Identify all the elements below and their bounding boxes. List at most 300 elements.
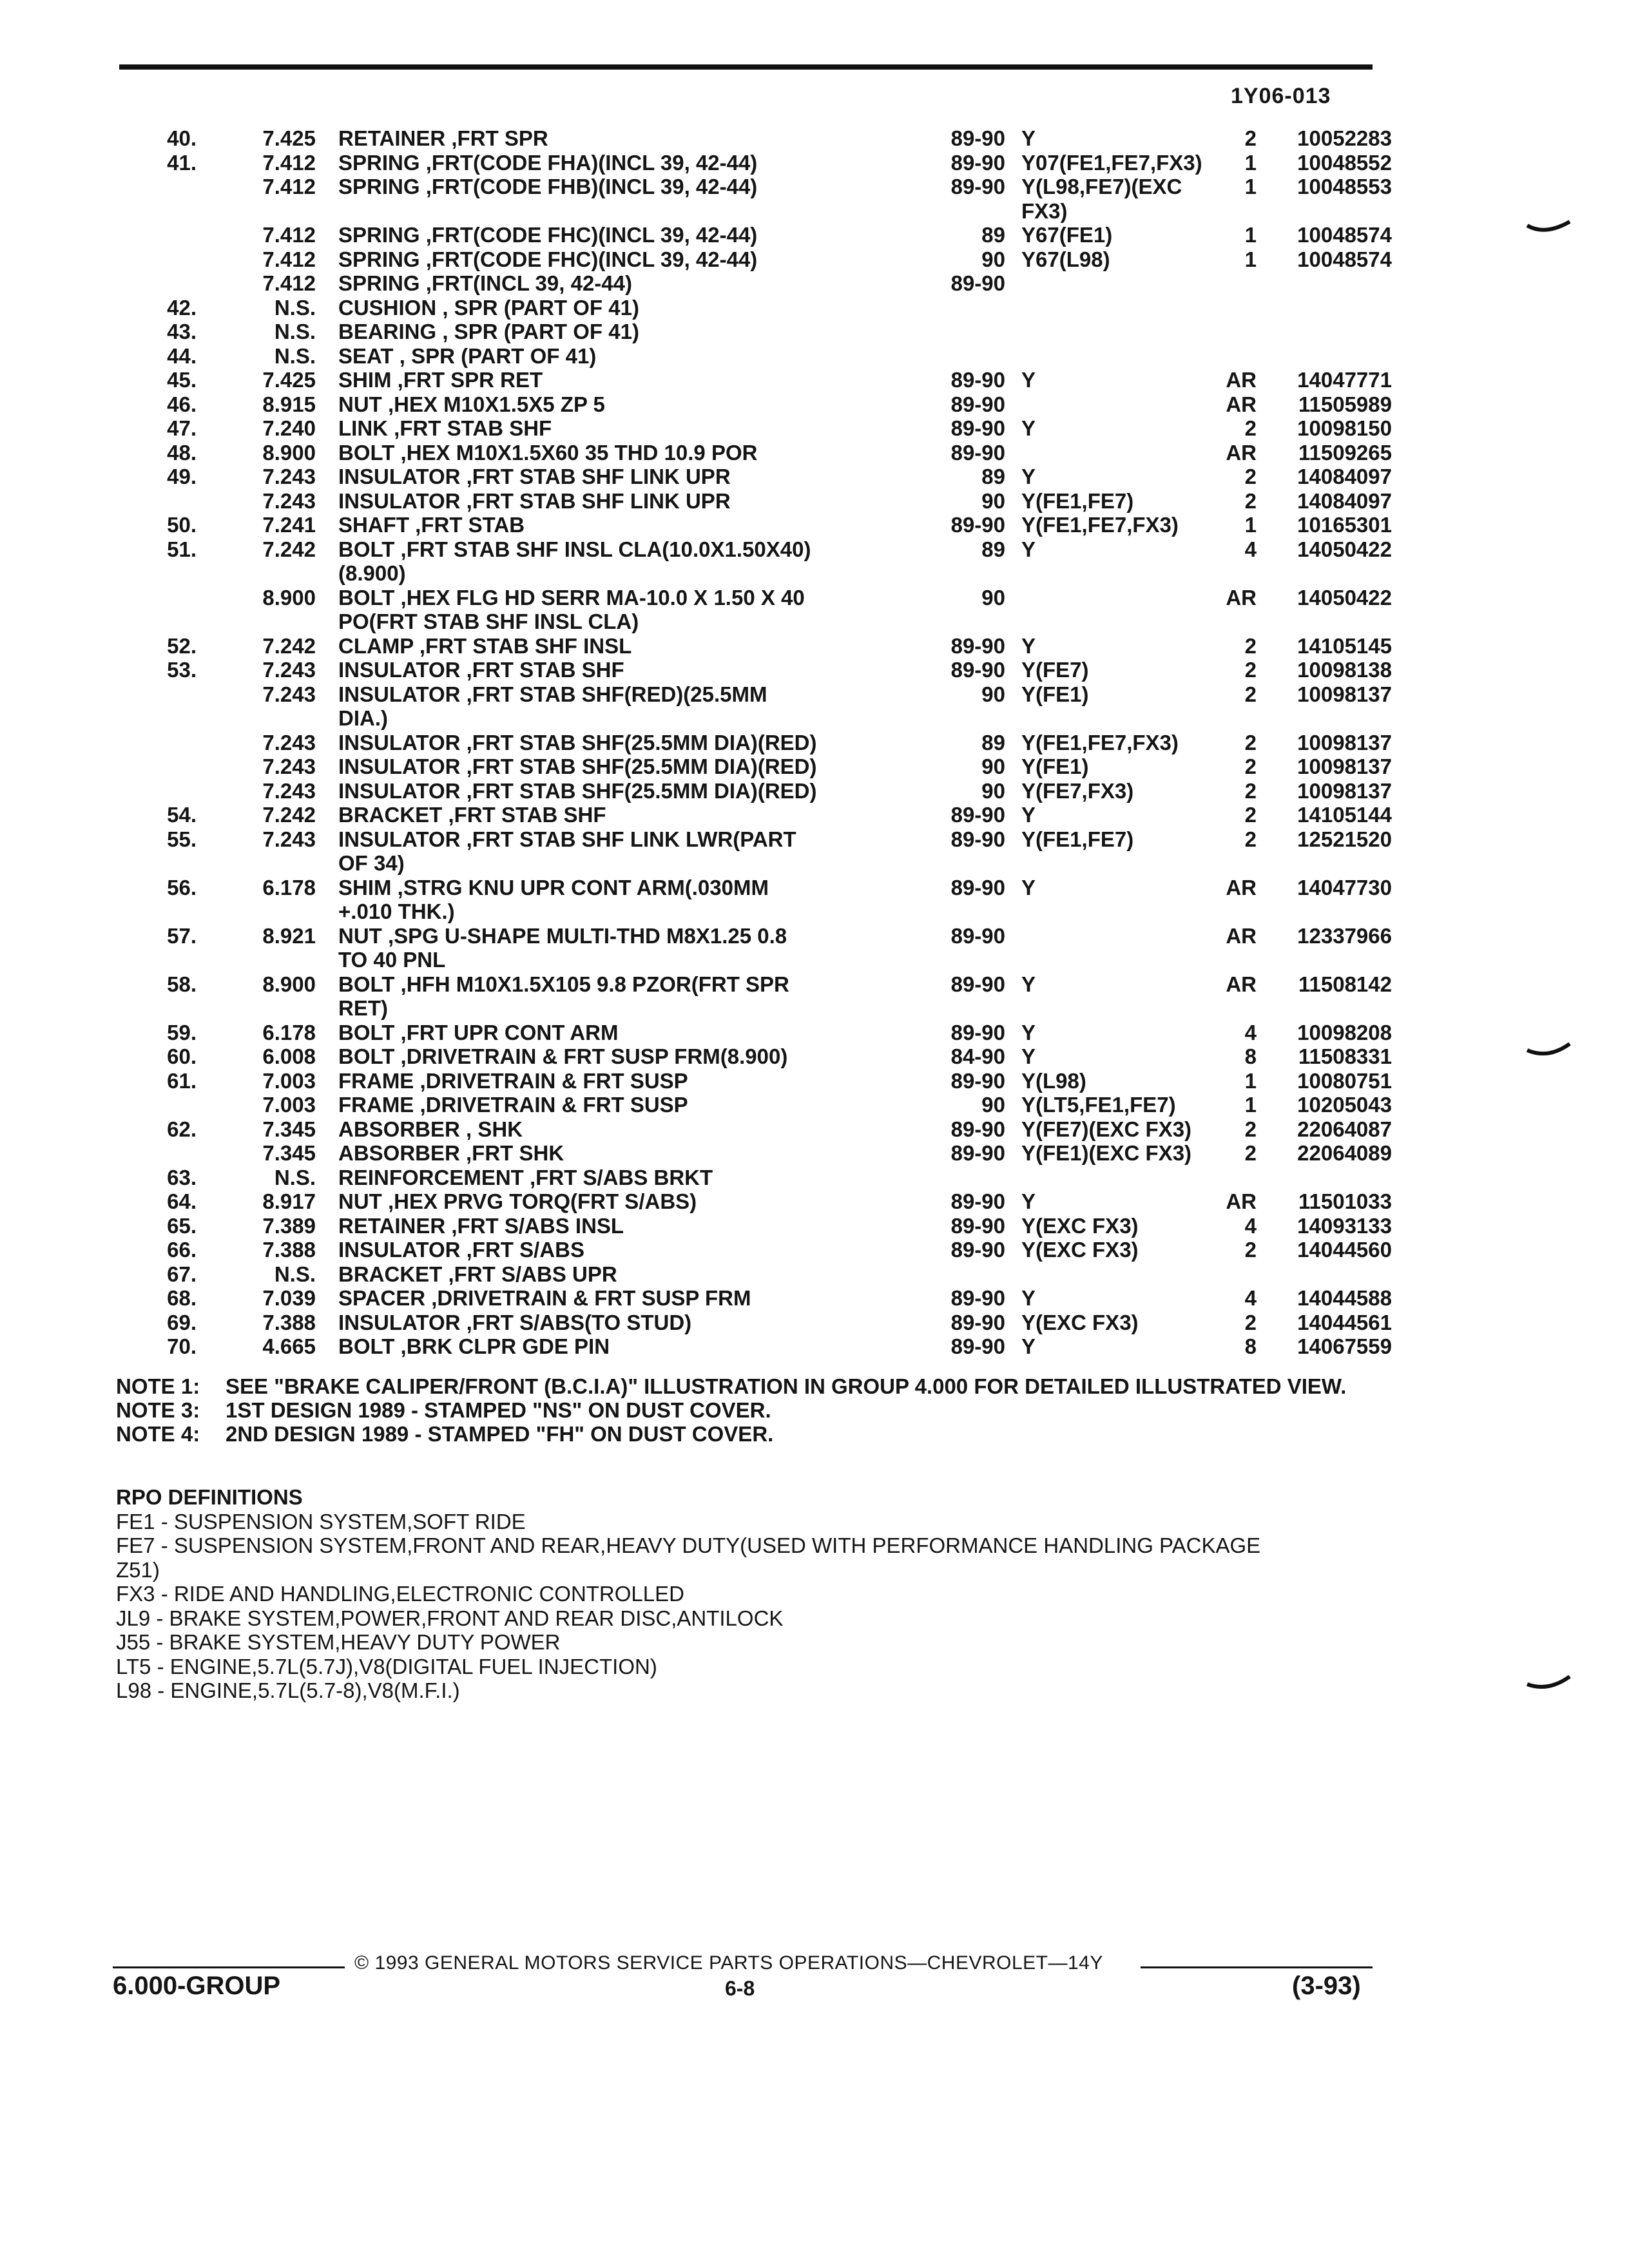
group-number: N.S. <box>274 343 316 368</box>
group-number: 7.240 <box>262 416 316 440</box>
group-number: 8.917 <box>262 1189 316 1213</box>
model-year: 89-90 <box>950 658 1005 682</box>
part-description: INSULATOR ,FRT STAB SHF(25.5MM DIA)(RED) <box>338 754 817 778</box>
note-text: 2ND DESIGN 1989 - STAMPED "FH" ON DUST COVER. <box>226 1422 774 1446</box>
part-description: SHAFT ,FRT STAB <box>338 513 525 537</box>
part-row <box>148 1141 1392 1166</box>
footer-date: (3-93) <box>1292 1972 1361 2000</box>
quantity: 2 <box>1244 827 1257 851</box>
model-year: 89-90 <box>950 1213 1005 1238</box>
part-description: ABSORBER , SHK <box>338 1117 523 1141</box>
item-number: 42. <box>167 295 197 320</box>
note-label: NOTE 3: <box>116 1398 200 1422</box>
part-row <box>148 875 1392 900</box>
model-year: 90 <box>981 585 1005 610</box>
part-number: 22064089 <box>1297 1141 1392 1165</box>
part-description: DIA.) <box>338 706 388 730</box>
part-description: INSULATOR ,FRT STAB SHF(25.5MM DIA)(RED) <box>338 730 817 754</box>
part-row <box>148 610 1385 634</box>
quantity: 2 <box>1244 754 1257 778</box>
part-description: BRACKET ,FRT S/ABS UPR <box>338 1262 617 1286</box>
part-description: SPRING ,FRT(CODE FHB)(INCL 39, 42-44) <box>338 175 758 198</box>
part-row <box>148 223 1392 247</box>
part-number: 14044561 <box>1297 1310 1392 1334</box>
part-number: 10098137 <box>1297 730 1392 754</box>
quantity: 2 <box>1244 633 1257 658</box>
part-description: (8.900) <box>338 561 406 585</box>
group-number: 7.243 <box>262 682 316 706</box>
part-number: 10098137 <box>1297 778 1392 803</box>
part-number: 14105144 <box>1297 803 1392 827</box>
part-number: 10080751 <box>1297 1068 1392 1093</box>
quantity: 4 <box>1244 1020 1257 1044</box>
quantity: AR <box>1226 440 1257 465</box>
model-year: 89-90 <box>950 440 1005 465</box>
note-label: NOTE 1: <box>116 1374 200 1398</box>
group-number: 6.008 <box>262 1044 316 1068</box>
part-number: 14047771 <box>1297 368 1392 392</box>
group-number: 7.345 <box>262 1117 316 1141</box>
part-number: 14067559 <box>1297 1334 1392 1358</box>
check-mark-icon <box>1526 219 1571 238</box>
model-year: 89-90 <box>950 1141 1005 1165</box>
group-number: 6.178 <box>262 875 316 899</box>
part-number: 10048552 <box>1297 150 1392 175</box>
part-description: TO 40 PNL <box>338 948 446 972</box>
part-description: BOLT ,FRT UPR CONT ARM <box>338 1020 619 1044</box>
footer-group: 6.000-GROUP <box>113 1972 281 2000</box>
part-row <box>148 1213 1392 1238</box>
part-number: 14105145 <box>1297 633 1392 658</box>
part-row <box>148 754 1392 779</box>
quantity: 2 <box>1244 1238 1257 1262</box>
part-number: 14044588 <box>1297 1286 1392 1310</box>
part-description: SPACER ,DRIVETRAIN & FRT SUSP FRM <box>338 1286 751 1310</box>
group-number: 7.242 <box>262 803 316 827</box>
part-description: RET) <box>338 996 388 1020</box>
part-description: SPRING ,FRT(INCL 39, 42-44) <box>338 271 632 295</box>
rpo-definition: Z51) <box>116 1557 160 1582</box>
item-number: 68. <box>167 1286 197 1310</box>
part-row <box>148 416 1392 441</box>
group-number: 7.425 <box>262 368 316 392</box>
model-year: 90 <box>981 247 1005 271</box>
usage-code: Y(FE1,FE7) <box>1021 827 1134 851</box>
quantity: 4 <box>1244 1213 1257 1238</box>
group-number: 7.003 <box>262 1068 316 1093</box>
group-number: 7.003 <box>262 1093 316 1117</box>
page-footer <box>113 1952 1376 2030</box>
quantity: 2 <box>1244 730 1257 754</box>
part-number: 14044560 <box>1297 1238 1392 1262</box>
usage-code: Y67(L98) <box>1021 247 1110 271</box>
usage-code: Y <box>1021 1334 1036 1358</box>
part-row <box>148 1286 1392 1311</box>
part-description: SPRING ,FRT(CODE FHC)(INCL 39, 42-44) <box>338 223 758 247</box>
item-number: 64. <box>167 1189 197 1213</box>
rpo-definition: FE7 - SUSPENSION SYSTEM,FRONT AND REAR,HEAVY DUTY(USED WITH PERFORMANCE HANDLING PACKAGE <box>116 1533 1261 1557</box>
item-number: 51. <box>167 537 197 561</box>
part-row <box>148 488 1392 514</box>
part-row <box>148 320 1385 344</box>
group-number: N.S. <box>274 1262 316 1286</box>
group-number: 7.388 <box>262 1238 316 1262</box>
model-year: 90 <box>981 488 1005 513</box>
quantity: AR <box>1226 1189 1257 1213</box>
quantity: 1 <box>1244 175 1257 198</box>
model-year: 89-90 <box>950 972 1005 996</box>
part-row <box>148 1044 1392 1069</box>
group-number: 8.900 <box>262 440 316 465</box>
rpo-definition: JL9 - BRAKE SYSTEM,POWER,FRONT AND REAR DISC,ANTILOCK <box>116 1606 784 1630</box>
part-row <box>148 344 1385 369</box>
part-row <box>148 730 1392 755</box>
group-number: 8.915 <box>262 392 316 416</box>
part-row <box>148 1334 1392 1359</box>
item-number: 58. <box>167 972 197 996</box>
part-row <box>148 972 1392 997</box>
part-description: INSULATOR ,FRT S/ABS <box>338 1238 584 1262</box>
part-description: SHIM ,FRT SPR RET <box>338 368 543 392</box>
item-number: 67. <box>167 1262 197 1286</box>
part-number: 14093133 <box>1297 1213 1392 1238</box>
item-number: 60. <box>167 1044 197 1068</box>
part-row <box>148 465 1392 489</box>
quantity: 8 <box>1244 1334 1257 1358</box>
part-row <box>148 440 1392 465</box>
quantity: 2 <box>1244 488 1257 513</box>
model-year: 89-90 <box>950 827 1005 851</box>
part-row <box>148 585 1392 610</box>
footer-copyright: © 1993 GENERAL MOTORS SERVICE PARTS OPERATIONS—CHEVROLET—14Y <box>354 1952 1103 1974</box>
usage-code: Y <box>1021 972 1036 996</box>
part-description: NUT ,SPG U-SHAPE MULTI-THD M8X1.25 0.8 <box>338 923 787 948</box>
rpo-definition: J55 - BRAKE SYSTEM,HEAVY DUTY POWER <box>116 1630 561 1654</box>
part-number: 10098150 <box>1297 416 1392 440</box>
usage-code: Y(EXC FX3) <box>1021 1238 1139 1262</box>
item-number: 43. <box>167 320 197 343</box>
group-number: 6.178 <box>262 1020 316 1044</box>
group-number: 8.921 <box>262 923 316 948</box>
usage-code: Y <box>1021 875 1036 899</box>
part-row <box>148 368 1392 392</box>
part-description: INSULATOR ,FRT S/ABS(TO STUD) <box>338 1310 692 1334</box>
quantity: 1 <box>1244 1093 1257 1117</box>
model-year: 89 <box>981 730 1005 754</box>
rpo-definitions <box>116 1485 1379 1703</box>
part-description: FRAME ,DRIVETRAIN & FRT SUSP <box>338 1093 688 1117</box>
part-number: 11505989 <box>1298 392 1392 416</box>
rpo-definition: L98 - ENGINE,5.7L(5.7-8),V8(M.F.I.) <box>116 1678 460 1702</box>
note-text: 1ST DESIGN 1989 - STAMPED "NS" ON DUST COVER. <box>226 1398 771 1422</box>
part-row <box>148 126 1392 151</box>
part-row <box>148 247 1392 272</box>
part-row <box>148 803 1392 827</box>
model-year: 84-90 <box>950 1044 1005 1068</box>
model-year: 89-90 <box>950 513 1005 537</box>
part-number: 14047730 <box>1297 875 1392 899</box>
part-description: SHIM ,STRG KNU UPR CONT ARM(.030MM <box>338 875 769 899</box>
group-number: 8.900 <box>262 585 316 610</box>
model-year: 89-90 <box>950 1189 1005 1213</box>
footer-page-number: 6-8 <box>725 1977 755 2000</box>
quantity: AR <box>1226 972 1257 996</box>
part-description: NUT ,HEX M10X1.5X5 ZP 5 <box>338 392 605 416</box>
item-number: 59. <box>167 1020 197 1044</box>
usage-code: Y(FE1) <box>1021 682 1089 706</box>
usage-code: Y <box>1021 1286 1036 1310</box>
quantity: 2 <box>1244 1141 1257 1165</box>
part-number: 14084097 <box>1297 488 1392 513</box>
item-number: 52. <box>167 633 197 658</box>
item-number: 61. <box>167 1068 197 1093</box>
quantity: 1 <box>1244 1068 1257 1093</box>
check-mark-icon <box>1526 1043 1571 1062</box>
quantity: AR <box>1226 368 1257 392</box>
usage-code: Y(EXC FX3) <box>1021 1213 1139 1238</box>
part-row <box>148 1189 1392 1214</box>
part-description: BOLT ,HEX M10X1.5X60 35 THD 10.9 POR <box>338 440 758 465</box>
part-row <box>148 778 1392 803</box>
note <box>116 1374 1379 1398</box>
group-number: 7.243 <box>262 754 316 778</box>
item-number: 49. <box>167 465 197 488</box>
usage-code: Y(FE1,FE7,FX3) <box>1021 730 1179 754</box>
top-rule <box>119 64 1373 70</box>
part-description: CUSHION , SPR (PART OF 41) <box>338 295 639 320</box>
part-row <box>148 1262 1385 1287</box>
part-description: OF 34) <box>338 851 405 875</box>
item-number: 41. <box>167 150 197 175</box>
part-number: 10205043 <box>1297 1093 1392 1117</box>
item-number: 40. <box>167 126 197 150</box>
usage-code: Y(FE1) <box>1021 754 1089 778</box>
part-description: RETAINER ,FRT SPR <box>338 126 548 150</box>
part-number: 10165301 <box>1297 513 1392 537</box>
quantity: 2 <box>1244 126 1257 150</box>
part-number: 10052283 <box>1297 126 1392 150</box>
quantity: AR <box>1226 392 1257 416</box>
part-description: FRAME ,DRIVETRAIN & FRT SUSP <box>338 1068 688 1093</box>
part-number: 11501033 <box>1298 1189 1392 1213</box>
item-number: 48. <box>167 440 197 465</box>
part-row <box>148 827 1392 852</box>
quantity: 2 <box>1244 1117 1257 1141</box>
usage-code: Y <box>1021 416 1036 440</box>
page-code: 1Y06-013 <box>1231 84 1331 108</box>
part-description: INSULATOR ,FRT STAB SHF(RED)(25.5MM <box>338 682 767 706</box>
item-number: 44. <box>167 343 197 368</box>
part-description: BEARING , SPR (PART OF 41) <box>338 320 639 343</box>
part-row <box>148 1310 1392 1335</box>
quantity: 2 <box>1244 416 1257 440</box>
part-row <box>148 706 1385 731</box>
group-number: 7.243 <box>262 778 316 803</box>
usage-code: Y(L98) <box>1021 1068 1086 1093</box>
note-label: NOTE 4: <box>116 1422 200 1446</box>
usage-code: Y(FE7) <box>1021 658 1089 682</box>
part-description: INSULATOR ,FRT STAB SHF LINK LWR(PART <box>338 827 796 851</box>
part-description: INSULATOR ,FRT STAB SHF LINK UPR <box>338 465 731 488</box>
item-number: 55. <box>167 827 197 851</box>
usage-code: Y(FE7)(EXC FX3) <box>1021 1117 1192 1141</box>
group-number: 7.345 <box>262 1141 316 1165</box>
part-description: BOLT ,HFH M10X1.5X105 9.8 PZOR(FRT SPR <box>338 972 789 996</box>
usage-code: Y(LT5,FE1,FE7) <box>1021 1093 1176 1117</box>
usage-code: Y <box>1021 368 1036 392</box>
usage-code: Y(FE7,FX3) <box>1021 778 1134 803</box>
usage-code: Y(L98,FE7)(EXC <box>1021 175 1182 198</box>
group-number: 7.243 <box>262 465 316 488</box>
model-year: 89-90 <box>950 175 1005 198</box>
part-description: REINFORCEMENT ,FRT S/ABS BRKT <box>338 1165 713 1189</box>
usage-code: Y <box>1021 803 1036 827</box>
item-number: 54. <box>167 803 197 827</box>
model-year: 89-90 <box>950 1020 1005 1044</box>
part-row <box>148 1238 1392 1262</box>
item-number: 65. <box>167 1213 197 1238</box>
model-year: 89 <box>981 223 1005 247</box>
part-description: PO(FRT STAB SHF INSL CLA) <box>338 610 639 633</box>
usage-code: Y(EXC FX3) <box>1021 1310 1139 1334</box>
group-number: 7.412 <box>262 175 316 198</box>
part-description: +.010 THK.) <box>338 899 455 923</box>
quantity: 4 <box>1244 1286 1257 1310</box>
model-year: 89-90 <box>950 633 1005 658</box>
group-number: 7.412 <box>262 223 316 247</box>
footer-rule-right <box>1141 1966 1373 1968</box>
part-row <box>148 296 1385 320</box>
group-number: 7.412 <box>262 247 316 271</box>
model-year: 90 <box>981 682 1005 706</box>
part-description: CLAMP ,FRT STAB SHF INSL <box>338 633 632 658</box>
item-number: 70. <box>167 1334 197 1358</box>
part-description: LINK ,FRT STAB SHF <box>338 416 552 440</box>
part-description: SPRING ,FRT(CODE FHA)(INCL 39, 42-44) <box>338 150 758 175</box>
part-description: ABSORBER ,FRT SHK <box>338 1141 564 1165</box>
model-year: 89-90 <box>950 271 1005 295</box>
part-number: 10098138 <box>1297 658 1392 682</box>
item-number: 66. <box>167 1238 197 1262</box>
quantity: AR <box>1226 875 1257 899</box>
part-description: SEAT , SPR (PART OF 41) <box>338 343 597 368</box>
part-description: BOLT ,HEX FLG HD SERR MA-10.0 X 1.50 X 40 <box>338 585 805 610</box>
model-year: 89-90 <box>950 1334 1005 1358</box>
quantity: 1 <box>1244 150 1257 175</box>
quantity: 8 <box>1244 1044 1257 1068</box>
usage-code: Y67(FE1) <box>1021 223 1113 247</box>
item-number: 63. <box>167 1165 197 1189</box>
part-number: 10098137 <box>1297 682 1392 706</box>
part-description: BOLT ,BRK CLPR GDE PIN <box>338 1334 610 1358</box>
part-row <box>148 513 1392 537</box>
item-number: 53. <box>167 658 197 682</box>
part-description: SPRING ,FRT(CODE FHC)(INCL 39, 42-44) <box>338 247 758 271</box>
group-number: 7.243 <box>262 730 316 754</box>
model-year: 89-90 <box>950 416 1005 440</box>
item-number: 62. <box>167 1117 197 1141</box>
usage-code: Y07(FE1,FE7,FX3) <box>1021 150 1202 175</box>
part-row <box>148 923 1392 948</box>
part-description: BRACKET ,FRT STAB SHF <box>338 803 606 827</box>
usage-code: Y <box>1021 537 1036 561</box>
part-row <box>148 175 1392 199</box>
part-row <box>148 537 1392 562</box>
item-number: 46. <box>167 392 197 416</box>
notes-section <box>116 1374 1379 1446</box>
quantity: 2 <box>1244 682 1257 706</box>
note-text: SEE "BRAKE CALIPER/FRONT (B.C.I.A)" ILLUSTRATION IN GROUP 4.000 FOR DETAILED ILLUSTRATED VIEW. <box>226 1374 1347 1398</box>
usage-code: Y <box>1021 1044 1036 1068</box>
part-number: 10098208 <box>1297 1020 1392 1044</box>
part-number: 11509265 <box>1298 440 1392 465</box>
quantity: 2 <box>1244 465 1257 488</box>
group-number: 7.412 <box>262 271 316 295</box>
part-number: 11508331 <box>1298 1044 1392 1068</box>
part-row <box>148 948 1385 972</box>
part-number: 14050422 <box>1297 537 1392 561</box>
part-number: 14084097 <box>1297 465 1392 488</box>
part-description: INSULATOR ,FRT STAB SHF(25.5MM DIA)(RED) <box>338 778 817 803</box>
group-number: 7.039 <box>262 1286 316 1310</box>
model-year: 89 <box>981 465 1005 488</box>
part-row <box>148 199 1385 224</box>
rpo-definition: FX3 - RIDE AND HANDLING,ELECTRONIC CONTROLLED <box>116 1582 684 1606</box>
usage-code: Y <box>1021 126 1036 150</box>
quantity: AR <box>1226 923 1257 948</box>
model-year: 89-90 <box>950 875 1005 899</box>
part-row <box>148 851 1385 876</box>
quantity: 2 <box>1244 778 1257 803</box>
model-year: 89-90 <box>950 1238 1005 1262</box>
group-number: 7.389 <box>262 1213 316 1238</box>
item-number: 56. <box>167 875 197 899</box>
group-number: 7.425 <box>262 126 316 150</box>
model-year: 89-90 <box>950 150 1005 175</box>
group-number: 7.243 <box>262 658 316 682</box>
quantity: 2 <box>1244 803 1257 827</box>
usage-code: Y <box>1021 1189 1036 1213</box>
usage-code: Y <box>1021 633 1036 658</box>
item-number: 50. <box>167 513 197 537</box>
group-number: 7.243 <box>262 827 316 851</box>
group-number: 8.900 <box>262 972 316 996</box>
usage-code: Y <box>1021 1020 1036 1044</box>
check-mark-icon <box>1526 1675 1571 1695</box>
group-number: N.S. <box>274 1165 316 1189</box>
model-year: 89-90 <box>950 1117 1005 1141</box>
part-number: 12337966 <box>1297 923 1392 948</box>
quantity: 1 <box>1244 513 1257 537</box>
group-number: 7.242 <box>262 633 316 658</box>
part-description: BOLT ,FRT STAB SHF INSL CLA(10.0X1.50X40) <box>338 537 811 561</box>
model-year: 89-90 <box>950 368 1005 392</box>
model-year: 89-90 <box>950 1310 1005 1334</box>
usage-code: Y <box>1021 465 1036 488</box>
part-number: 11508142 <box>1298 972 1392 996</box>
model-year: 90 <box>981 754 1005 778</box>
part-row <box>148 996 1385 1021</box>
part-description: INSULATOR ,FRT STAB SHF LINK UPR <box>338 488 731 513</box>
group-number: 7.388 <box>262 1310 316 1334</box>
part-description: NUT ,HEX PRVG TORQ(FRT S/ABS) <box>338 1189 697 1213</box>
group-number: 4.665 <box>262 1334 316 1358</box>
part-number: 14050422 <box>1297 585 1392 610</box>
part-number: 22064087 <box>1297 1117 1392 1141</box>
part-description: BOLT ,DRIVETRAIN & FRT SUSP FRM(8.900) <box>338 1044 788 1068</box>
part-number: 10048553 <box>1297 175 1392 198</box>
group-number: 7.412 <box>262 150 316 175</box>
